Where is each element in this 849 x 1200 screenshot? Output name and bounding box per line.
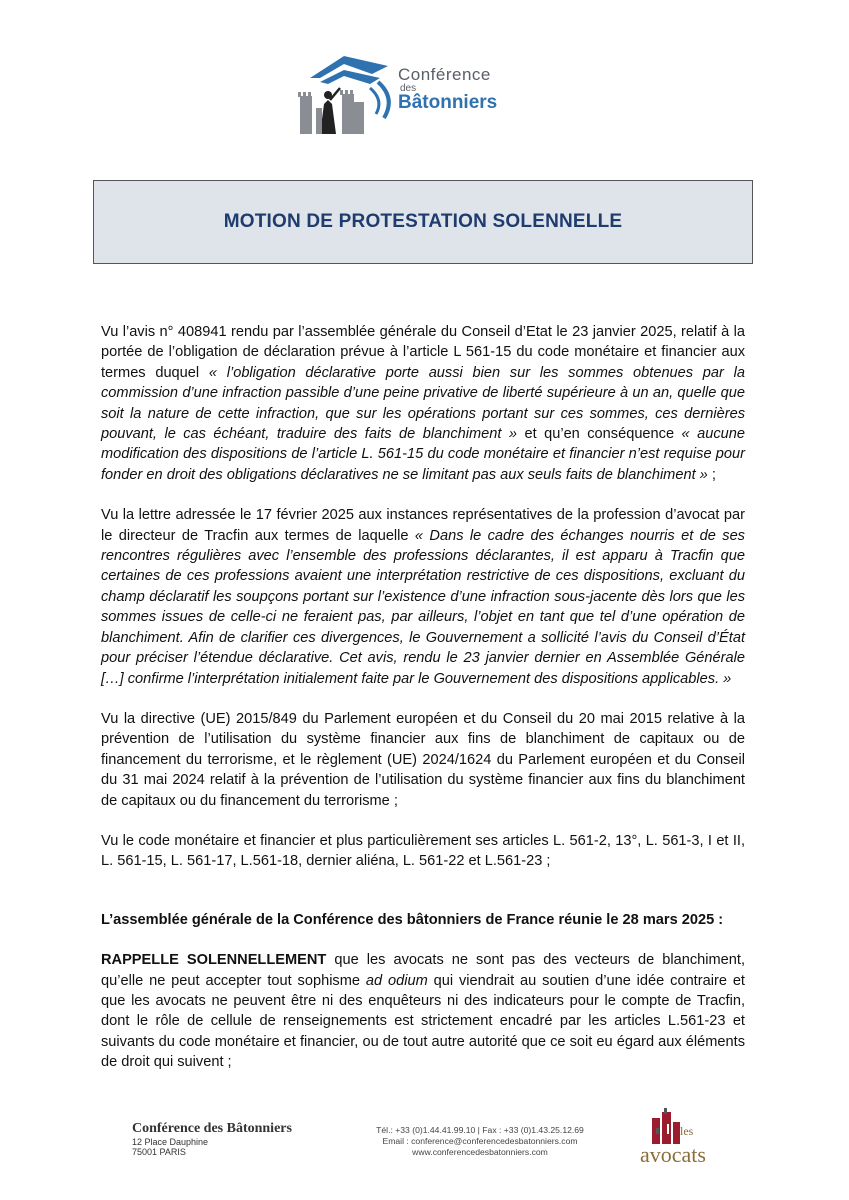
footer-email[interactable]: Email : conference@conferencedesbatonniers.com xyxy=(382,1136,578,1147)
text-segment: « l’obligation déclarative porte aussi bien sur les sommes obtenues par la commission d’une infraction passible d’une peine privative de liberté supérieure à un an, quelle que soit la nature de cette infraction, que sur les opérations portant sur ces sommes, ces dernières pouvant, le cas échéant, traduire des faits de blanchiment » xyxy=(101,364,745,443)
les-text: les xyxy=(680,1124,694,1138)
text-segment: que les avocats ne sont pas des vecteurs de blanchiment, qu’elle ne peut accepter tout sophisme xyxy=(101,952,745,989)
paragraph-directive-ue xyxy=(101,709,745,811)
avocats-emblem-icon xyxy=(644,1106,684,1146)
paragraph-assemblee-generale xyxy=(101,910,745,930)
page-title: MOTION DE PROTESTATION SOLENNELLE xyxy=(223,211,623,232)
paragraph-lettre-tracfin xyxy=(101,505,745,689)
text-segment: et qu’en conséquence xyxy=(517,426,682,443)
logo-line-des: des xyxy=(400,83,417,94)
text-segment: Vu le code monétaire et financier et plus particulièrement ses articles L. 561-2, 13°, L. 561-3, I et II, L. 561-15, L. 561-17, L.561-18, dernier aliéna, L. 561-22 et L.561-23 ; xyxy=(101,832,745,870)
footer-website[interactable]: www.conferencedesbatonniers.com xyxy=(412,1147,548,1158)
text-segment: ad odium xyxy=(365,972,428,989)
text-segment: RAPPELLE SOLENNELLEMENT xyxy=(101,952,327,969)
logo-line-conference: Conférence xyxy=(398,65,491,84)
text-segment: qui viendrait au soutien d’une idée contraire et que les avocats ne peuvent être ni des enquêteurs ni des indicateurs pour le compte de Tracfin, dont le rôle de cellule de renseignements est strictement encadré par les articles L.561-23 et suivants du code monétaire et financier, ou de tout autre autorité que ce soit eu égard aux éléments de droit qui suivent ; xyxy=(101,972,745,1071)
avocats-text: avocats xyxy=(640,1142,706,1167)
conference-logo xyxy=(292,48,532,148)
text-segment: L’assemblée générale de la Conférence des bâtonniers de France réunie le 28 mars 2025 : xyxy=(101,911,724,928)
paragraph-avis-conseil-etat xyxy=(101,322,745,485)
text-segment: « aucune modification des dispositions de l’article L. 561-15 du code monétaire et financier n’est requise pour fonder en droit des obligations déclaratives ne se limitant pas aux seuls faits de blanchiment » xyxy=(101,426,746,483)
document-body xyxy=(101,322,745,1093)
footer-address xyxy=(132,1121,292,1158)
title-box xyxy=(93,180,753,264)
paragraph-rappelle-solennellement xyxy=(101,950,745,1072)
text-segment: « Dans le cadre des échanges nourris et de ses rencontres régulières avec l’ensemble des professions déclarantes, il est apparu à Tracfin que certaines de ces professions avaient une interprétation restrictive de ces dispositions, excluant du champ déclaratif les soupçons portant sur l’existence d’une infraction sous-jacente dès lors que les sommes issues de celle-ci ne feraient pas, par ailleurs, l’objet en tant que tel d’une opération de blanchiment. Afin de clarifier ces divergences, le Gouvernement a sollicité l’avis du Conseil d’État pour préciser l’étendue déclarative. Cet avis, rendu le 23 janvier dernier en Assemblée Générale […] confirme l’interprétation initialement faite par le Gouvernement des dispositions applicables. » xyxy=(101,527,745,687)
footer-phone: Tél.: +33 (0)1.44.41.99.10 | Fax : +33 (0)1.43.25.12.69 xyxy=(376,1125,584,1135)
les-avocats-logo xyxy=(640,1106,720,1176)
footer-address-line1: 12 Place Dauphine xyxy=(132,1137,209,1148)
text-segment: Vu la directive (UE) 2015/849 du Parlement européen et du Conseil du 20 mai 2015 relative à la prévention de l’utilisation du système financier aux fins de blanchiment de capitaux ou de financement du terrorisme, et le règlement (UE) 2024/1624 du Parlement européen et du Conseil du 31 mai 2024 relatif à la prévention de l’utilisation du système financier aux fins du blanchiment de capitaux ou du financement du terrorisme ; xyxy=(101,710,745,809)
paragraph-code-monetaire xyxy=(101,831,745,872)
footer-org-name: Conférence des Bâtonniers xyxy=(132,1121,292,1136)
footer-contact xyxy=(330,1125,630,1159)
text-segment: Vu l’avis n° 408941 rendu par l’assemblée générale du Conseil d’Etat le 23 janvier 2025, relatif à la portée de l’obligation de déclaration prévue à l’article L 561-15 du code monétaire et financier aux termes duquel xyxy=(101,324,745,381)
text-segment: Vu la lettre adressée le 17 février 2025 aux instances représentatives de la profession d’avocat par le directeur de Tracfin aux termes de laquelle xyxy=(101,507,745,544)
text-segment: ; xyxy=(707,466,716,483)
logo-line-batonniers: Bâtonniers xyxy=(398,92,498,113)
footer-address-line2: 75001 PARIS xyxy=(132,1147,186,1158)
logo-emblem-icon xyxy=(292,48,402,148)
